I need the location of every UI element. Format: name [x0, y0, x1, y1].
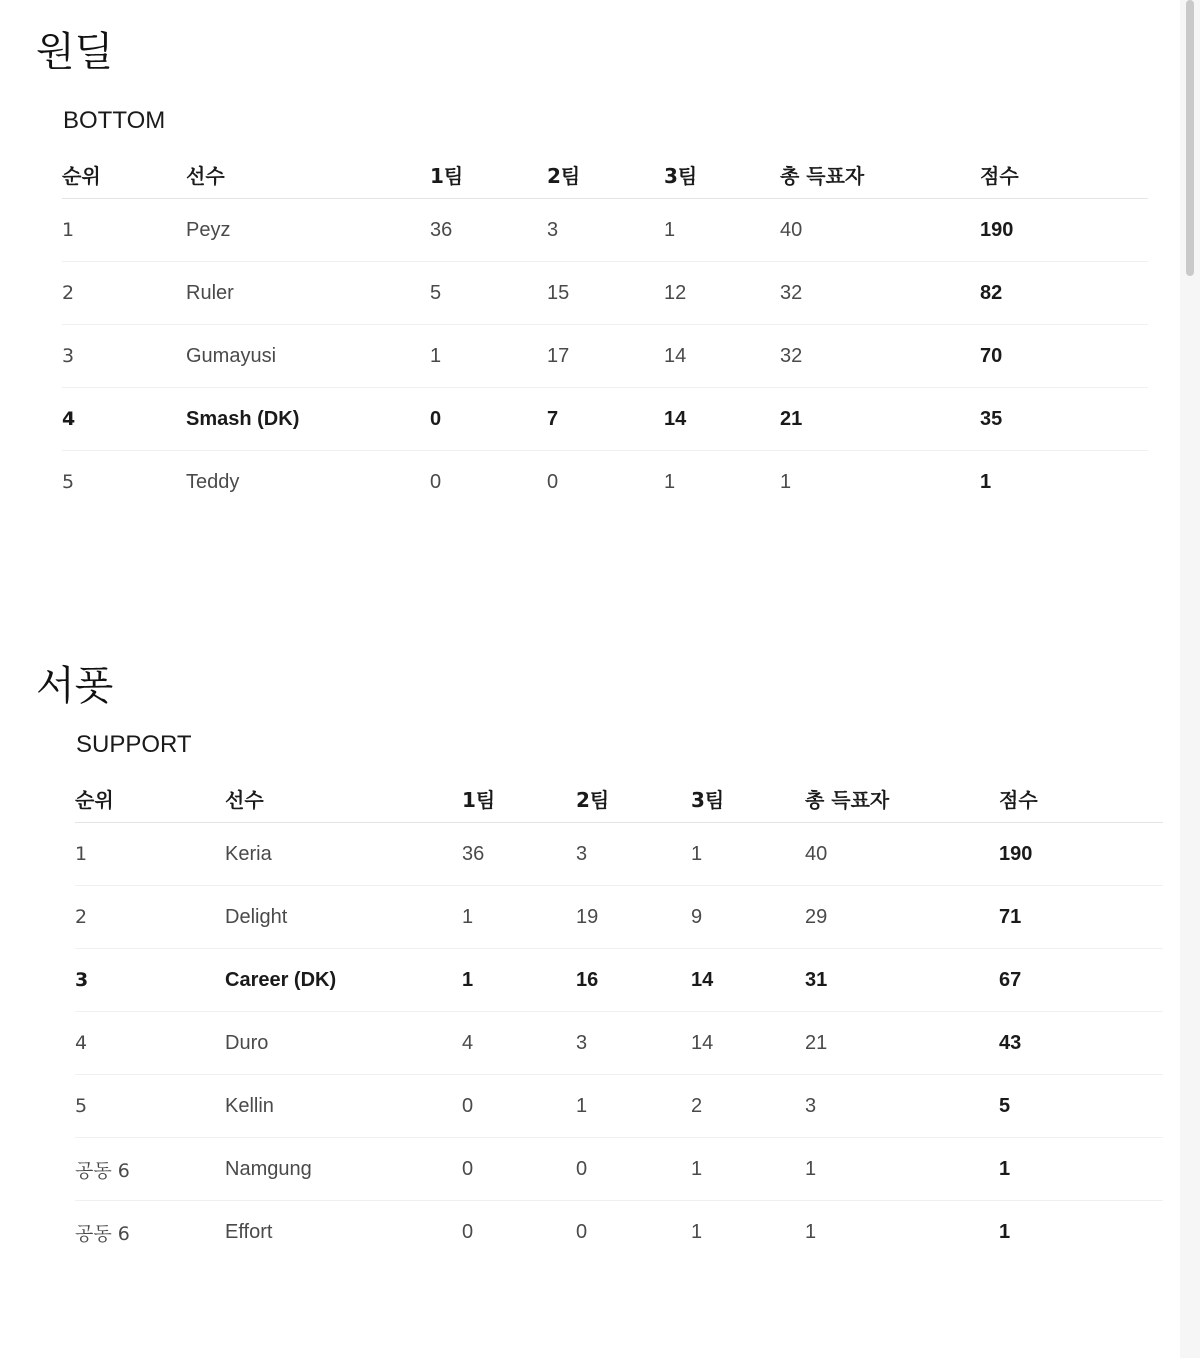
scrollbar-track[interactable] [1180, 0, 1200, 1358]
cell-score: 1 [999, 1220, 1011, 1243]
cell-player: Peyz [186, 199, 430, 262]
cell-team1: 0 [462, 1220, 474, 1243]
cell-team2: 3 [547, 199, 664, 262]
cell-team3: 14 [691, 1012, 805, 1075]
cell-team1: 1 [462, 886, 576, 949]
cell-total-voters: 21 [780, 388, 980, 451]
cell-player: Duro [225, 1012, 462, 1075]
cell-score: 190 [980, 199, 1148, 262]
cell-rank: 1 [62, 199, 186, 262]
cell-team2: 1 [576, 1075, 691, 1138]
cell-total-voters: 32 [780, 262, 980, 325]
cell-team3: 14 [664, 325, 780, 388]
table-row [75, 1012, 1163, 1075]
cell-team1: 1 [462, 949, 576, 1012]
cell-total-voters: 40 [805, 823, 999, 886]
cell-rank: 공동 6 [75, 1138, 225, 1201]
column-header-player: 선수 [225, 774, 462, 823]
cell-total-voters: 21 [805, 1012, 999, 1075]
cell-team3: 1 [664, 470, 676, 493]
cell-team2: 0 [576, 1138, 691, 1201]
cell-team2: 3 [576, 823, 691, 886]
cell-rank: 4 [62, 388, 186, 451]
column-header-team1: 1팀 [430, 150, 547, 199]
column-header-player: 선수 [186, 150, 430, 199]
table-row [62, 388, 1148, 451]
cell-player: Namgung [225, 1138, 462, 1201]
bottom-heading: 원딜 [36, 29, 114, 75]
cell-team1: 0 [430, 388, 547, 451]
table-row [75, 1138, 1163, 1201]
cell-team3: 1 [691, 823, 805, 886]
cell-team2: 0 [547, 470, 559, 493]
table-row [62, 451, 1148, 514]
support-ranking-table [75, 774, 1163, 1264]
column-header-score: 점수 [999, 774, 1163, 823]
cell-score: 67 [999, 949, 1163, 1012]
cell-total-voters: 29 [805, 886, 999, 949]
cell-team2: 7 [547, 388, 664, 451]
cell-rank: 공동 6 [75, 1222, 130, 1245]
table-header-row [62, 150, 1148, 199]
cell-team2: 3 [576, 1012, 691, 1075]
cell-rank: 5 [62, 471, 75, 494]
cell-rank: 2 [75, 886, 225, 949]
cell-total-voters: 31 [805, 949, 999, 1012]
cell-team3: 1 [691, 1220, 703, 1243]
bottom-ranking-table [62, 150, 1148, 514]
table-row [75, 949, 1163, 1012]
cell-total-voters: 32 [780, 325, 980, 388]
cell-team1: 0 [462, 1138, 576, 1201]
cell-player: Keria [225, 823, 462, 886]
cell-rank: 4 [75, 1012, 225, 1075]
cell-team3: 2 [691, 1075, 805, 1138]
cell-player: Teddy [186, 470, 240, 493]
column-header-team3: 3팀 [664, 150, 780, 199]
cell-score: 71 [999, 886, 1163, 949]
cell-team1: 4 [462, 1012, 576, 1075]
table-row [75, 823, 1163, 886]
bottom-subheading: BOTTOM [63, 107, 166, 134]
cell-team3: 14 [664, 388, 780, 451]
table-row [62, 262, 1148, 325]
cell-player: Kellin [225, 1075, 462, 1138]
cell-player: Gumayusi [186, 325, 430, 388]
cell-score: 1 [980, 470, 992, 493]
cell-rank: 3 [62, 325, 186, 388]
cell-team3: 1 [664, 199, 780, 262]
cell-total-voters: 3 [805, 1075, 999, 1138]
table-row [75, 886, 1163, 949]
cell-score: 5 [999, 1075, 1163, 1138]
column-header-rank: 순위 [62, 150, 186, 199]
cell-total-voters: 1 [805, 1220, 817, 1243]
cell-team2: 17 [547, 325, 664, 388]
scrollbar-thumb[interactable] [1186, 0, 1194, 276]
cell-team3: 1 [691, 1138, 805, 1201]
cell-score: 35 [980, 388, 1148, 451]
cell-team1: 36 [462, 823, 576, 886]
cell-team3: 14 [691, 949, 805, 1012]
cell-team2: 19 [576, 886, 691, 949]
cell-team1: 1 [430, 325, 547, 388]
table-row [62, 199, 1148, 262]
cell-score: 82 [980, 262, 1148, 325]
cell-rank: 1 [75, 823, 225, 886]
table-row [62, 325, 1148, 388]
cell-team2: 15 [547, 262, 664, 325]
table-row [75, 1075, 1163, 1138]
table-row [75, 1201, 1163, 1264]
cell-player: Smash (DK) [186, 388, 430, 451]
cell-team1: 0 [430, 470, 442, 493]
column-header-score: 점수 [980, 150, 1148, 199]
cell-rank: 3 [75, 949, 225, 1012]
cell-team1: 5 [430, 262, 547, 325]
cell-player: Ruler [186, 262, 430, 325]
cell-rank: 2 [62, 262, 186, 325]
column-header-team2: 2팀 [547, 150, 664, 199]
cell-score: 1 [999, 1138, 1163, 1201]
column-header-rank: 순위 [75, 774, 225, 823]
cell-team2: 16 [576, 949, 691, 1012]
column-header-team2: 2팀 [576, 774, 691, 823]
cell-total-voters: 40 [780, 199, 980, 262]
column-header-total-voters: 총 득표자 [805, 774, 999, 823]
support-subheading: SUPPORT [76, 731, 192, 758]
column-header-team1: 1팀 [462, 774, 576, 823]
table-header-row [75, 774, 1163, 823]
cell-score: 190 [999, 823, 1163, 886]
cell-team1: 0 [462, 1075, 576, 1138]
cell-total-voters: 1 [805, 1138, 999, 1201]
cell-score: 70 [980, 325, 1148, 388]
column-header-total-voters: 총 득표자 [780, 150, 980, 199]
support-heading: 서폿 [36, 663, 114, 709]
cell-player: Effort [225, 1220, 273, 1243]
cell-player: Delight [225, 886, 462, 949]
column-header-team3: 3팀 [691, 774, 805, 823]
cell-score: 43 [999, 1012, 1163, 1075]
cell-rank: 5 [75, 1075, 225, 1138]
cell-team3: 12 [664, 262, 780, 325]
cell-team3: 9 [691, 886, 805, 949]
cell-player: Career (DK) [225, 949, 462, 1012]
cell-total-voters: 1 [780, 470, 792, 493]
cell-team1: 36 [430, 199, 547, 262]
cell-team2: 0 [576, 1220, 588, 1243]
